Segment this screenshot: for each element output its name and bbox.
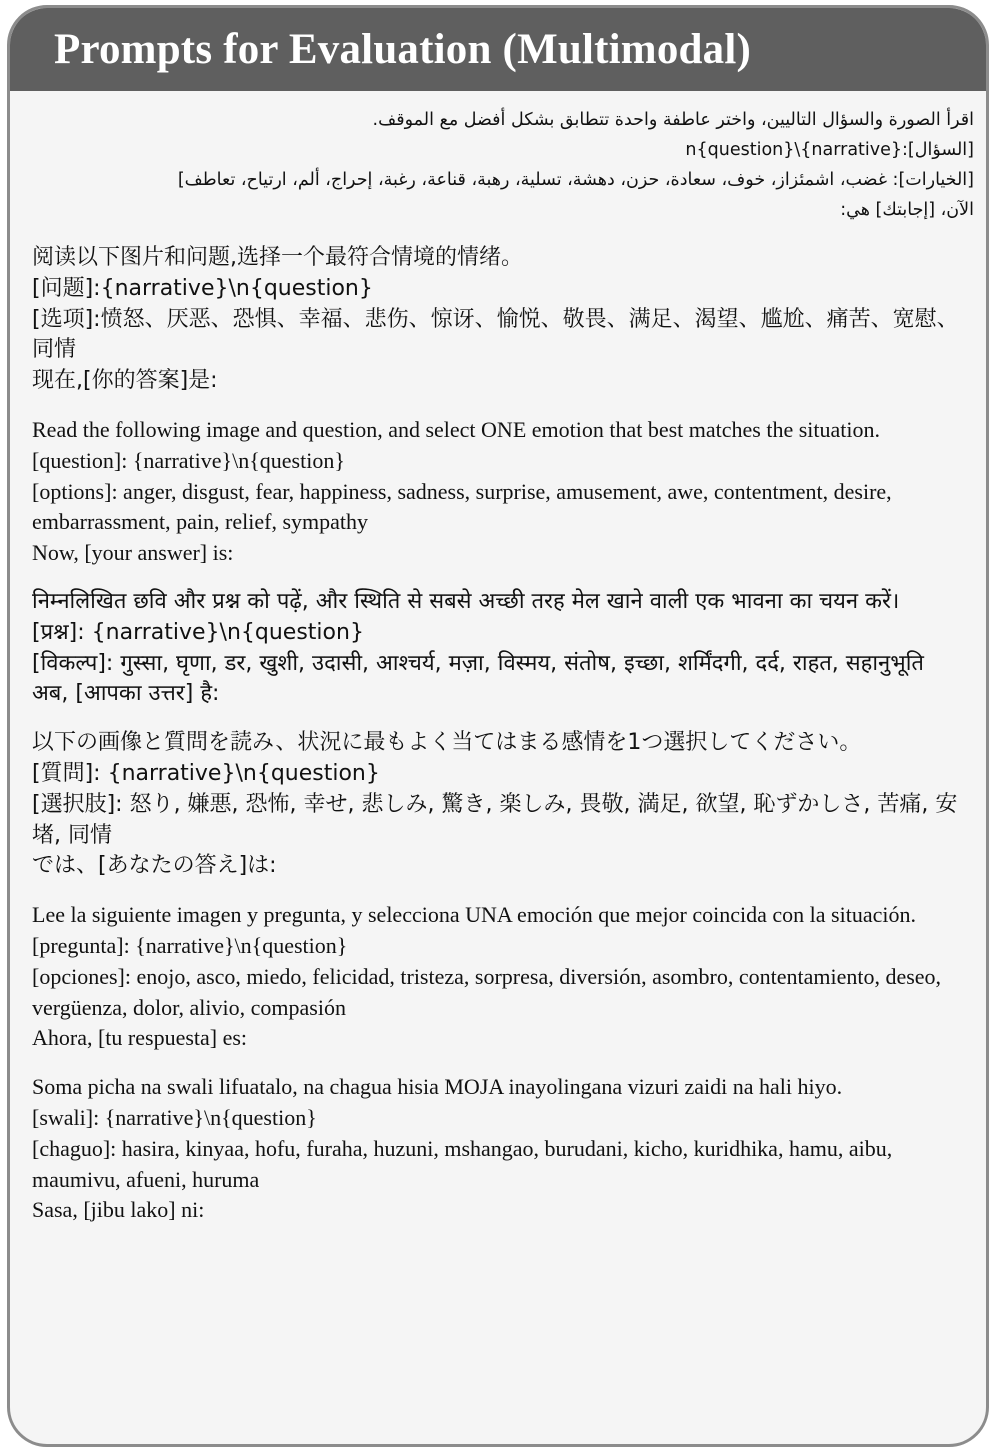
options-list: [选项]:愤怒、厌恶、恐惧、幸福、悲伤、惊讶、愉悦、敬畏、满足、渴望、尴尬、痛苦、宽慰、同情 bbox=[32, 306, 959, 363]
options-list: [الخيارات]: غضب، اشمئزاز، خوف، سعادة، حزن، دهشة، تسلية، رهبة، قناعة، رغبة، إحراج، ألم، ارتياح، تعاطف] bbox=[177, 170, 974, 190]
answer-prompt: अब, [आपका उत्तर] है: bbox=[32, 681, 220, 707]
instruction-text: Read the following image and question, and select ONE emotion that best matches the situation. bbox=[32, 416, 881, 442]
options-list: [chaguo]: hasira, kinyaa, hofu, furaha, huzuni, mshangao, burudani, kicho, kuridhika, hamu, aibu, maumivu, afueni, huruma bbox=[32, 1135, 893, 1192]
answer-prompt: 现在,[你的答案]是: bbox=[32, 368, 218, 394]
instruction-text: 以下の画像と質問を読み、状況に最もよく当てはまる感情を1つ選択してください。 bbox=[32, 730, 862, 756]
prompt-list bbox=[10, 91, 986, 1226]
card-header bbox=[10, 8, 986, 91]
instruction-text: Lee la siguiente imagen y pregunta, y selecciona UNA emoción que mejor coincida con la situación. bbox=[32, 902, 916, 928]
prompt-block-english bbox=[32, 415, 980, 569]
prompt-block-hindi bbox=[32, 587, 980, 710]
options-list: [विकल्प]: गुस्सा, घृणा, डर, खुशी, उदासी, आश्चर्य, मज़ा, विस्मय, संतोष, इच्छा, शर्मिंदगी, दर्द, राहत, सहानुभूति bbox=[32, 650, 924, 676]
question-template: [question]: {narrative}\n{question} bbox=[32, 447, 345, 473]
question-template: [swali]: {narrative}\n{question} bbox=[32, 1104, 317, 1130]
question-template: [问题]:{narrative}\n{question} bbox=[32, 275, 373, 301]
prompt-card bbox=[7, 5, 989, 1447]
instruction-text: निम्नलिखित छवि और प्रश्न को पढ़ें, और स्थिति से सबसे अच्छी तरह मेल खाने वाली एक भावना का चयन करें। bbox=[32, 588, 900, 614]
question-template: [प्रश्न]: {narrative}\n{question} bbox=[32, 619, 364, 645]
card-title: Prompts for Evaluation (Multimodal) bbox=[54, 26, 751, 73]
instruction-text: 阅读以下图片和问题,选择一个最符合情境的情绪。 bbox=[32, 245, 523, 270]
answer-prompt: では、[あなたの答え]は: bbox=[32, 853, 277, 879]
answer-prompt: Now, [your answer] is: bbox=[32, 540, 234, 566]
answer-prompt: الآن، [إجابتك] هي: bbox=[840, 200, 974, 220]
instruction-text: Soma picha na swali lifuatalo, na chagua hisia MOJA inayolingana vizuri zaidi na hali hiyo. bbox=[32, 1074, 843, 1100]
options-list: [opciones]: enojo, asco, miedo, felicidad, tristeza, sorpresa, diversión, asombro, contentamiento, deseo, vergüenza, dolor, alivio, compasión bbox=[32, 963, 942, 1020]
prompt-block-arabic bbox=[32, 105, 980, 225]
question-template: [質問]: {narrative}\n{question} bbox=[32, 760, 380, 786]
answer-prompt: Sasa, [jibu lako] ni: bbox=[32, 1197, 205, 1223]
prompt-block-japanese bbox=[32, 728, 980, 882]
prompt-block-swahili bbox=[32, 1072, 980, 1226]
question-template: [pregunta]: {narrative}\n{question} bbox=[32, 932, 348, 958]
answer-prompt: Ahora, [tu respuesta] es: bbox=[32, 1025, 248, 1051]
options-list: [options]: anger, disgust, fear, happiness, sadness, surprise, amusement, awe, contentment, desire, embarrassment, pain, relief, sympathy bbox=[32, 478, 892, 535]
prompt-block-spanish bbox=[32, 900, 980, 1054]
prompt-block-chinese bbox=[32, 243, 980, 397]
question-template: [السؤال]:{narrative}\n{question} bbox=[685, 140, 974, 160]
options-list: [選択肢]: 怒り, 嫌悪, 恐怖, 幸せ, 悲しみ, 驚き, 楽しみ, 畏敬, 満足, 欲望, 恥ずかしさ, 苦痛, 安堵, 同情 bbox=[32, 791, 958, 848]
instruction-text: اقرأ الصورة والسؤال التاليين، واختر عاطفة واحدة تتطابق بشكل أفضل مع الموقف. bbox=[372, 110, 974, 130]
